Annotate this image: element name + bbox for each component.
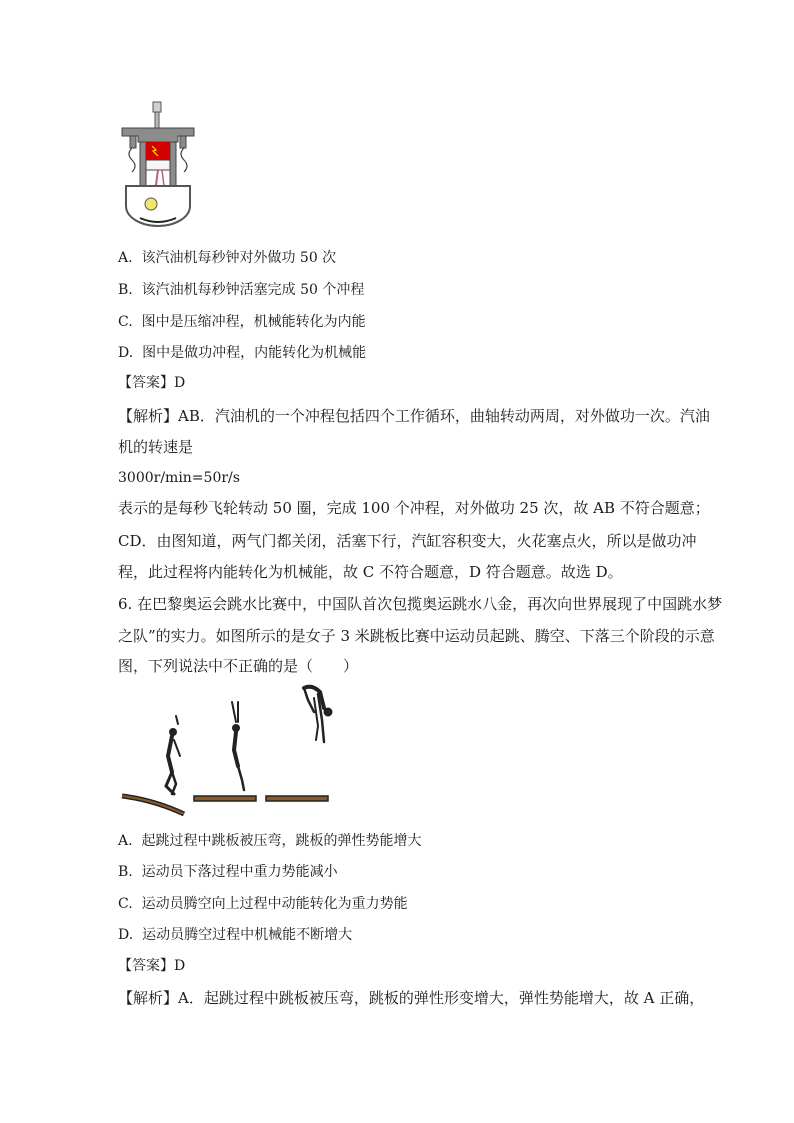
q6-option-a: A. 起跳过程中跳板被压弯，跳板的弹性势能增大: [118, 833, 422, 849]
diver-takeoff: [166, 716, 180, 794]
q5-analysis-line-3: 表示的是每秒飞轮转动 50 圈，完成 100 个冲程，对外做功 25 次，故 AB 不符合题意；: [118, 499, 710, 517]
q5-option-b: B. 该汽油机每秒钟活塞完成 50 个冲程: [118, 282, 365, 298]
q6-analysis-line-1: 【解析】A．起跳过程中跳板被压弯，跳板的弹性形变增大，弹性势能增大，故 A 正确，: [118, 989, 705, 1007]
q6-stem-line-1: 6. 在巴黎奥运会跳水比赛中，中国队首次包揽奥运跳水八金，再次向世界展现了中国跳水梦: [118, 595, 723, 613]
q5-option-d: D. 图中是做功冲程，内能转化为机械能: [118, 345, 367, 361]
diving-diagram: [118, 680, 338, 820]
bent-springboard: [122, 796, 184, 814]
q6-option-b: B. 运动员下落过程中重力势能减小: [118, 864, 338, 880]
q6-stem-line-2: 之队”的实力。如图所示的是女子 3 米跳板比赛中运动员起跳、腾空、下落三个阶段的示意: [118, 627, 715, 645]
diver-airborne: [304, 687, 332, 742]
q5-answer: 【答案】D: [118, 375, 186, 391]
q6-option-d: D. 运动员腾空过程中机械能不断增大: [118, 927, 353, 943]
q5-analysis-line-1: 【解析】AB．汽油机的一个冲程包括四个工作循环，曲轴转动两周，对外做功一次。汽油: [118, 407, 710, 425]
flat-springboard-2: [266, 796, 328, 801]
q5-analysis-line-2: 机的转速是: [118, 438, 194, 456]
q6-answer: 【答案】D: [118, 958, 186, 974]
q5-analysis-formula: 3000r/min=50r/s: [118, 470, 240, 486]
q5-analysis-line-5: 程，此过程将内能转化为机械能，故 C 不符合题意，D 符合题意。故选 D。: [118, 563, 623, 581]
flat-springboard-1: [194, 796, 256, 801]
q5-analysis-line-4: CD．由图知道，两气门都关闭，活塞下行，汽缸容积变大，火花塞点火，所以是做功冲: [118, 532, 697, 550]
diver-rising: [232, 702, 244, 790]
q5-option-a: A. 该汽油机每秒钟对外做功 50 次: [118, 250, 337, 266]
q5-option-c: C. 图中是压缩冲程，机械能转化为内能: [118, 314, 366, 330]
q6-option-c: C. 运动员腾空向上过程中动能转化为重力势能: [118, 896, 408, 912]
q6-stem-line-3: 图，下列说法中不正确的是（ ）: [118, 657, 359, 675]
engine-diagram: [118, 100, 198, 230]
